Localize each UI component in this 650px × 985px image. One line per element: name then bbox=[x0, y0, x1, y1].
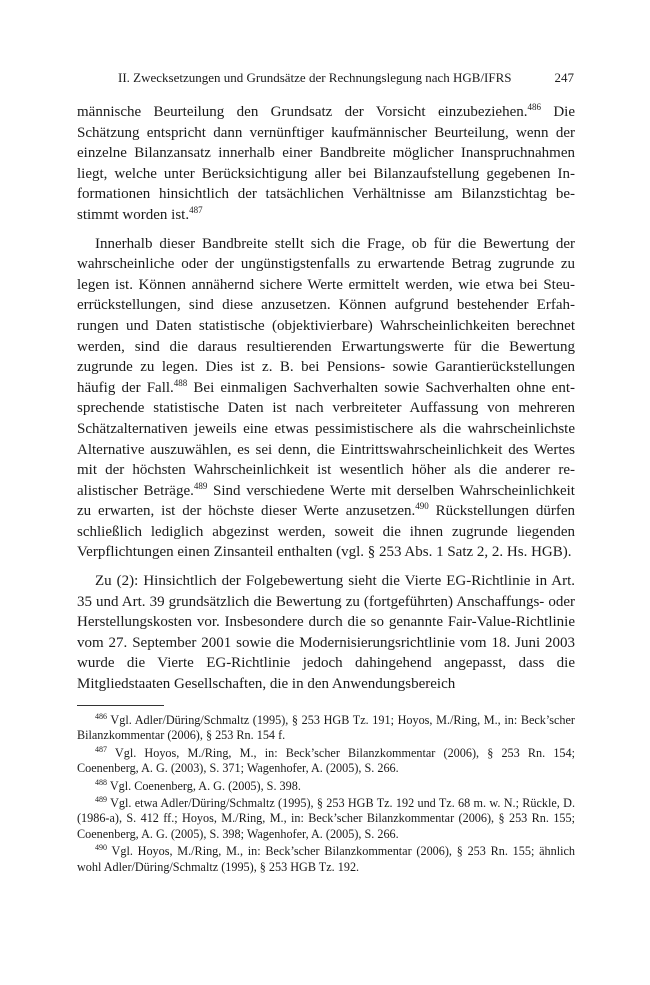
footnote-ref-488[interactable]: 488 bbox=[173, 377, 188, 388]
page-number: 247 bbox=[554, 70, 574, 85]
footnote-ref-489[interactable]: 489 bbox=[193, 480, 208, 491]
footnote-487 bbox=[77, 746, 575, 777]
paragraph-text: Innerhalb dieser Bandbreite stellt sich die Frage, ob für die Bewertung der wahrscheinliche oder der ungünstigstenfalls zu erwartende Betrag zugrunde zu legen ist. Können annähernd sichere Werte ermittelt werden, wie etwa bei Steuerrückstellungen, sind diese anzusetzen. Können aufgrund bestehender Erfahrungen und Daten statistische (objektivierbare) Wahrscheinlichkeiten berechnet werden, sind die daraus resultierenden Erwartungswerte für die Bewertung zugrunde zu legen. Dies ist z. B. bei Pensions- sowie Garantierückstellungen häufig der Fall. bbox=[77, 235, 575, 396]
paragraph-text: Die Schätzung entspricht dann vernünftiger kaufmännischer Beurteilung, wenn der einzelne Bilanzansatz innerhalb einer Bandbreite möglicher Inanspruchnahmen liegt, welche unter Berücksichtigung aller bei Bilanzaufstellung gegebenen Informationen hinsichtlich der tatsächlichen Verhältnisse am Bilanzstichtag bestimmt worden ist. bbox=[77, 104, 575, 223]
footnote-text: Vgl. Coenenberg, A. G. (2005), S. 398. bbox=[107, 778, 301, 793]
paragraph-text: Zu (2): Hinsichtlich der Folgebewertung sieht die Vierte EG-Richtlinie in Art. 35 und Art. 39 grundsätzlich die Bewertung zu (fortgeführten) Anschaffungs- oder Herstellungskosten vor. Insbesondere durch die so genannte Fair-Value-Richtlinie vom 27. September 2001 sowie die Modernisierungsrichtlinie vom 18. Juni 2003 wurde die Vierte EG-Richtlinie jedoch dahingehend angepasst, dass die Mitgliedstaaten Gesellschaften, die in den Anwendungsbereich bbox=[77, 573, 575, 693]
footnote-ref-487[interactable]: 487 bbox=[189, 204, 203, 215]
footnote-text: Vgl. Hoyos, M./Ring, M., in: Beck’scher Bilanzkommentar (2006), § 253 Rn. 154; Coenenberg, A. G. (2003), S. 371; Wagenhofer, A. (2005), S. 266. bbox=[77, 745, 575, 776]
footnote-number: 487 bbox=[95, 744, 107, 754]
running-head-title: II. Zwecksetzungen und Grundsätze der Rechnungslegung nach HGB/IFRS bbox=[118, 70, 512, 85]
paragraph-text: Sind verschiedene Werte mit derselben Wahrscheinlichkeit zu erwarten, ist der höchste dieser Werte anzusetzen. bbox=[77, 482, 575, 520]
footnote-number: 488 bbox=[95, 777, 107, 787]
paragraph-1 bbox=[77, 102, 575, 226]
footnote-486 bbox=[77, 713, 575, 744]
footnote-number: 489 bbox=[95, 795, 107, 805]
footnote-text: Vgl. etwa Adler/Düring/Schmaltz (1995), § 253 HGB Tz. 192 und Tz. 68 m. w. N.; Rückle, D. (1986-a), S. 412 ff.; Hoyos, M./Ring, M., in: Beck’scher Bilanzkommentar (2006), § 253 Rn. 155; Coenenberg, A. G. (2005), S. 398; Wagenhofer, A. (2005), S. 266. bbox=[77, 796, 575, 841]
footnote-ref-486[interactable]: 486 bbox=[527, 102, 541, 112]
body-text bbox=[77, 102, 575, 695]
footnote-ref-490[interactable]: 490 bbox=[415, 501, 429, 512]
footnote-488 bbox=[77, 779, 575, 794]
paragraph-text: Rückstellungen dürfen schließlich lediglich abgezinst werden, soweit die ihnen zugrunde liegenden Verpflichtungen einen Zinsanteil enthalten (vgl. § 253 Abs. 1 Satz 2, 2. Hs. HGB). bbox=[77, 503, 575, 561]
paragraph-2 bbox=[77, 234, 575, 564]
paragraph-text: Bei einmaligen Sachverhalten sowie Sachverhalten ohne entsprechende statistische Daten ist nach verbreiteter Auffassung von mehreren Schätzalternativen jeweils eine etwas pessimistischere als die wahrscheinlichste Alternative auszuwählen, es sei denn, die Eintrittswahrscheinlichkeit des Wertes mit der höchsten Wahrscheinlichkeit ist wesentlich höher als die anderer realistischer Beträge. bbox=[77, 379, 575, 499]
footnote-text: Vgl. Hoyos, M./Ring, M., in: Beck’scher Bilanzkommentar (2006), § 253 Rn. 155; ähnlich wohl Adler/Düring/Schmaltz (1995), § 253 HGB Tz. 192. bbox=[77, 844, 575, 874]
footnote-text: Vgl. Adler/Düring/Schmaltz (1995), § 253 HGB Tz. 191; Hoyos, M./Ring, M., in: Beck’scher Bilanzkommentar (2006), § 253 Rn. 154 f. bbox=[77, 713, 575, 743]
paragraph-3 bbox=[77, 571, 575, 695]
footnote-separator bbox=[77, 705, 164, 706]
paragraph-text: männische Beurteilung den Grundsatz der Vorsicht einzubeziehen. bbox=[77, 104, 528, 120]
footnote-489 bbox=[77, 796, 575, 842]
footnotes bbox=[77, 713, 575, 877]
footnote-number: 490 bbox=[95, 843, 107, 853]
footnote-number: 486 bbox=[95, 712, 107, 721]
footnote-490 bbox=[77, 844, 575, 875]
